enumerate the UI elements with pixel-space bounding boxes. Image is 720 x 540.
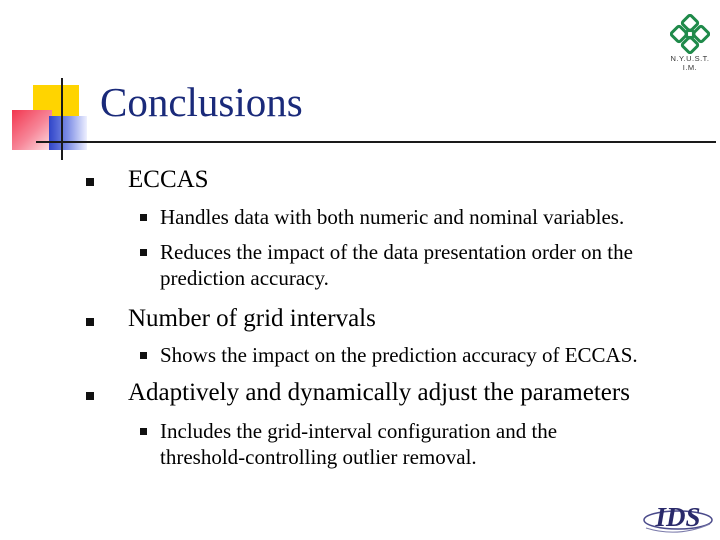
list-item: Shows the impact on the prediction accuracy of ECCAS. xyxy=(160,343,638,367)
section-ecc: ECCAS xyxy=(128,166,209,193)
section-adaptive-parameters: Adaptively and dynamically adjust the parameters xyxy=(128,379,630,406)
slide-title: Conclusions xyxy=(100,79,303,125)
section-grid-intervals: Number of grid intervals xyxy=(128,305,376,332)
logo-text-line-2: I.M. xyxy=(682,63,698,72)
list-item: Includes the grid-interval configuration and the threshold-controlling outlier removal. xyxy=(160,419,558,469)
square-bullet-icon xyxy=(86,178,94,186)
square-bullet-icon xyxy=(140,352,147,359)
square-bullet-icon xyxy=(86,318,94,326)
ids-logo-text: IDS xyxy=(655,502,701,532)
square-bullet-icon xyxy=(140,214,147,221)
square-bullet-icon xyxy=(86,392,94,400)
list-item: Handles data with both numeric and nominal variables. xyxy=(160,205,625,229)
square-bullet-icon xyxy=(140,428,147,435)
square-bullet-icon xyxy=(140,249,147,256)
logo-text-line-1: N.Y.U.S.T. xyxy=(670,54,710,63)
ids-logo xyxy=(640,498,716,536)
list-item: Reduces the impact of the data presentation order on the prediction accuracy. xyxy=(160,240,633,290)
